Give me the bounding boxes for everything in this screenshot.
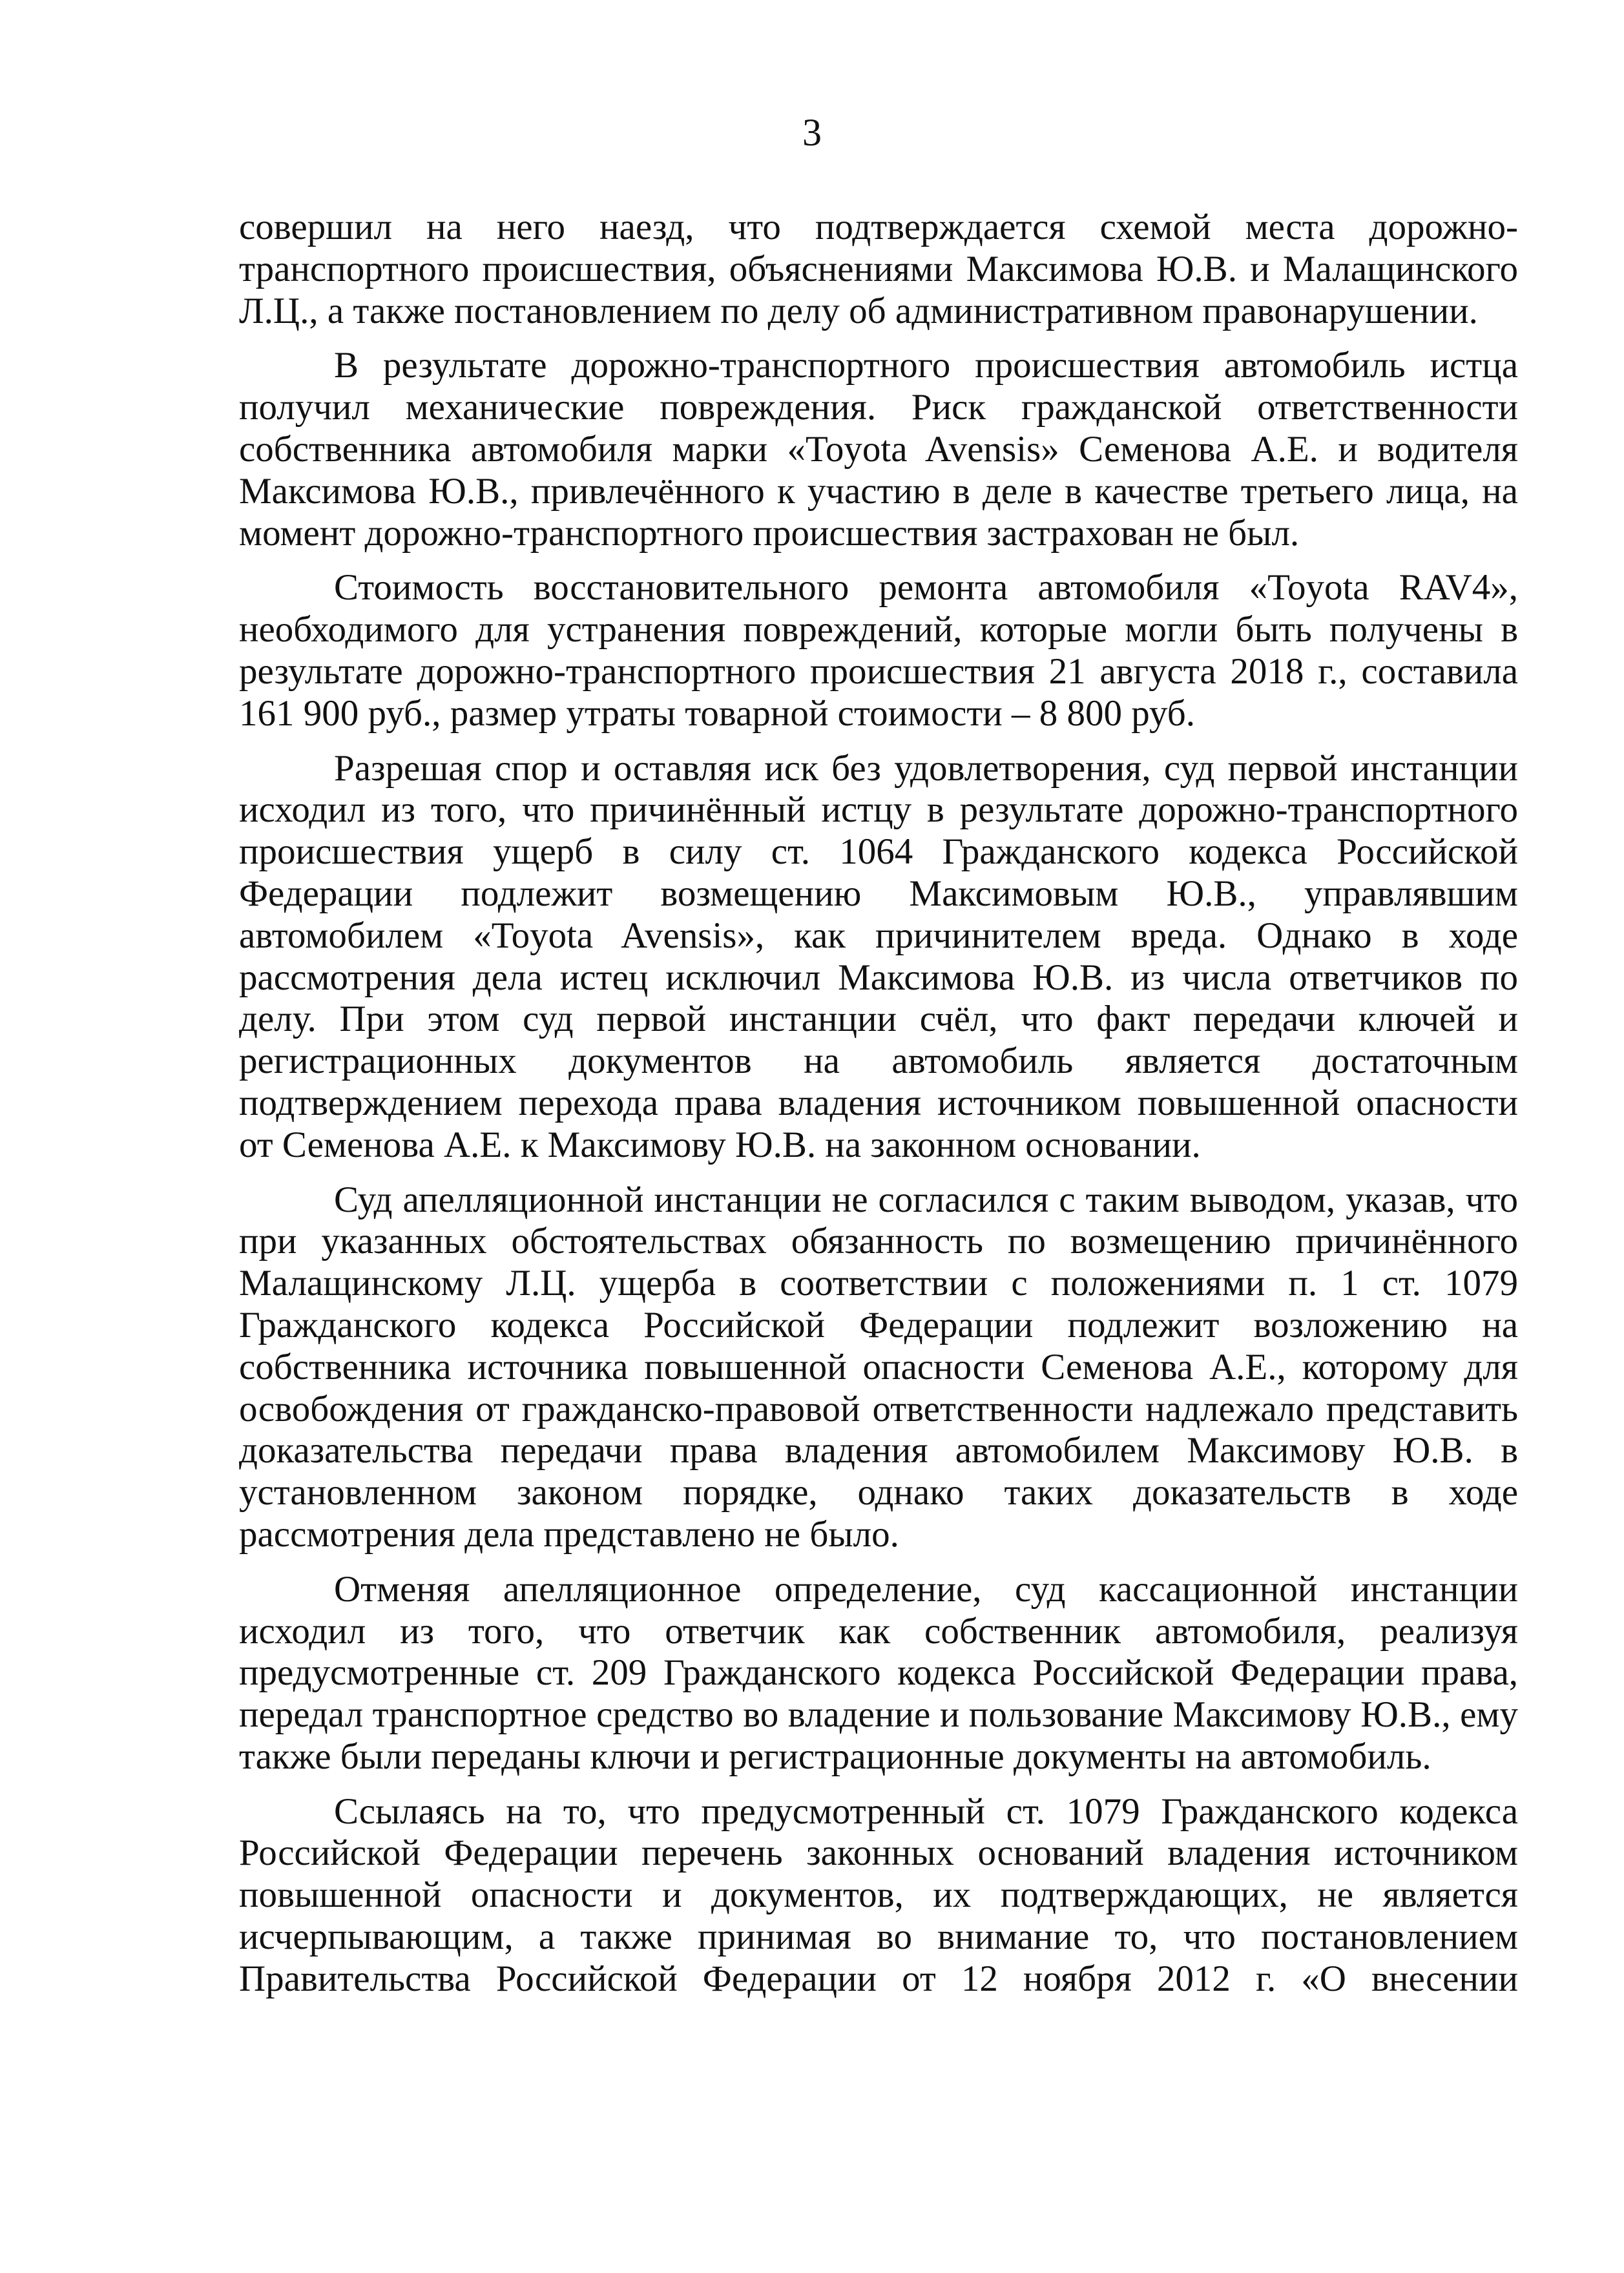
page-number: 3 [802, 111, 822, 154]
paragraph-6: Отменяя апелляционное определение, суд кассационной инстанции исходил из того, что ответчик как собственник автомобиля, реализуя предусмотренные ст. 209 Гражданского кодекса Российской Федерации права, передал транспортное средство во владение и пользование Максимову Ю.В., ему также были переданы ключи и регистрационные документы на автомобиль. [239, 1568, 1518, 1777]
document-body [239, 207, 1518, 2000]
paragraph-7: Ссылаясь на то, что предусмотренный ст. 1079 Гражданского кодекса Российской Федерации перечень законных оснований владения источником повышенной опасности и документов, их подтверждающих, не является исчерпывающим, а также принимая во внимание то, что постановлением Правительства Российской Федерации от 12 ноября 2012 г. «О внесении [239, 1790, 1518, 1999]
paragraph-2: В результате дорожно-транспортного происшествия автомобиль истца получил механические повреждения. Риск гражданской ответственности собственника автомобиля марки «Toyota Avensis» Семенова А.Е. и водителя Максимова Ю.В., привлечённого к участию в деле в качестве третьего лица, на момент дорожно-транспортного происшествия застрахован не был. [239, 345, 1518, 554]
paragraph-1: совершил на него наезд, что подтверждается схемой места дорожно-транспортного происшествия, объяснениями Максимова Ю.В. и Малащинского Л.Ц., а также постановлением по делу об административном правонарушении. [239, 207, 1518, 331]
paragraph-5: Суд апелляционной инстанции не согласился с таким выводом, указав, что при указанных обстоятельствах обязанность по возмещению причинённого Малащинскому Л.Ц. ущерба в соответствии с положениями п. 1 ст. 1079 Гражданского кодекса Российской Федерации подлежит возложению на собственника источника повышенной опасности Семенова А.Е., которому для освобождения от гражданско-правовой ответственности надлежало представить доказательства передачи права владения автомобилем Максимову Ю.В. в установленном законом порядке, однако таких доказательств в ходе рассмотрения дела представлено не было. [239, 1179, 1518, 1555]
paragraph-4: Разрешая спор и оставляя иск без удовлетворения, суд первой инстанции исходил из того, что причинённый истцу в результате дорожно-транспортного происшествия ущерб в силу ст. 1064 Гражданского кодекса Российской Федерации подлежит возмещению Максимовым Ю.В., управлявшим автомобилем «Toyota Avensis», как причинителем вреда. Однако в ходе рассмотрения дела истец исключил Максимова Ю.В. из числа ответчиков по делу. При этом суд первой инстанции счёл, что факт передачи ключей и регистрационных документов на автомобиль является достаточным подтверждением перехода права владения источником повышенной опасности от Семенова А.Е. к Максимову Ю.В. на законном основании. [239, 747, 1518, 1165]
paragraph-3: Стоимость восстановительного ремонта автомобиля «Toyota RAV4», необходимого для устранения повреждений, которые могли быть получены в результате дорожно-транспортного происшествия 21 августа 2018 г., составила 161 900 руб., размер утраты товарной стоимости – 8 800 руб. [239, 567, 1518, 734]
